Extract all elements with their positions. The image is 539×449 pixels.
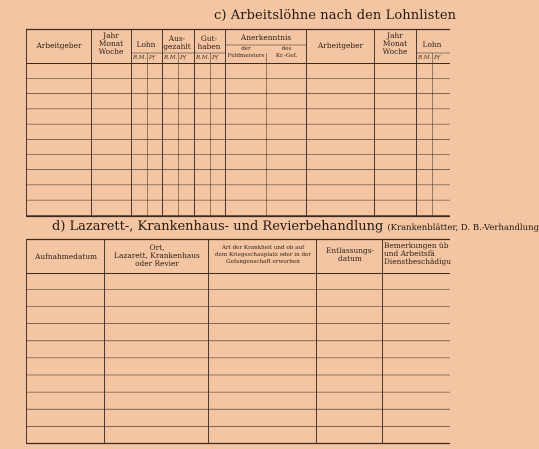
unit-rm: R.M. xyxy=(196,55,210,61)
header-jahr-monat-woche-left: Jahr Monat Woche xyxy=(98,31,124,56)
header-lohn-left: Lohn xyxy=(136,40,156,49)
header-arbeitgeber-right: Arbeitgeber xyxy=(317,41,364,50)
unit-pf: Pf xyxy=(434,55,440,61)
section-c-title: c) Arbeitslöhne nach den Lohnlisten xyxy=(214,8,457,23)
header-anerkenntnis: Anerkenntnis xyxy=(240,33,292,42)
header-guthaben: Gut- haben xyxy=(197,34,221,51)
header-jahr-monat-woche-right: Jahr Monat Woche xyxy=(382,31,408,56)
unit-rm: R.M. xyxy=(164,55,178,61)
header-ort-lazarett: Ort, Lazarett, Krankenhaus oder Revier xyxy=(114,243,200,268)
unit-pf: Pf xyxy=(180,55,186,61)
header-anerkenntnis-der: der Feldmeisters xyxy=(227,46,265,59)
header-art-der-krankheit: Art der Krankheit und ob auf dem Kriegsschauplatz oder in der Gefangenschaft erworben xyxy=(214,245,312,265)
header-bemerkungen: Bemerkungen üb und Arbeitsfä Dienstbeschädigu xyxy=(384,241,451,266)
unit-rm: R.M. xyxy=(418,55,432,61)
header-anerkenntnis-des: des Kr.-Gef. xyxy=(275,46,298,59)
unit-rm: R.M. xyxy=(133,55,147,61)
section-d-title xyxy=(52,219,539,234)
section-d-title-main: d) Lazarett-, Krankenhaus- und Revierbehandlung xyxy=(52,219,384,234)
unit-pf: Pf xyxy=(149,55,155,61)
unit-pf: Pf xyxy=(212,55,218,61)
section-d-title-note: (Krankenblätter, D. B.-Verhandlung xyxy=(387,223,539,233)
header-entlassungsdatum: Entlassungs- datum xyxy=(325,246,375,263)
header-lohn-right: Lohn xyxy=(422,40,442,49)
header-arbeitgeber-left: Arbeitgeber xyxy=(36,41,82,50)
header-aufnahmedatum: Aufnahmedatum xyxy=(34,252,98,261)
header-ausgezahlt: Aus- gezahlt xyxy=(163,34,191,51)
